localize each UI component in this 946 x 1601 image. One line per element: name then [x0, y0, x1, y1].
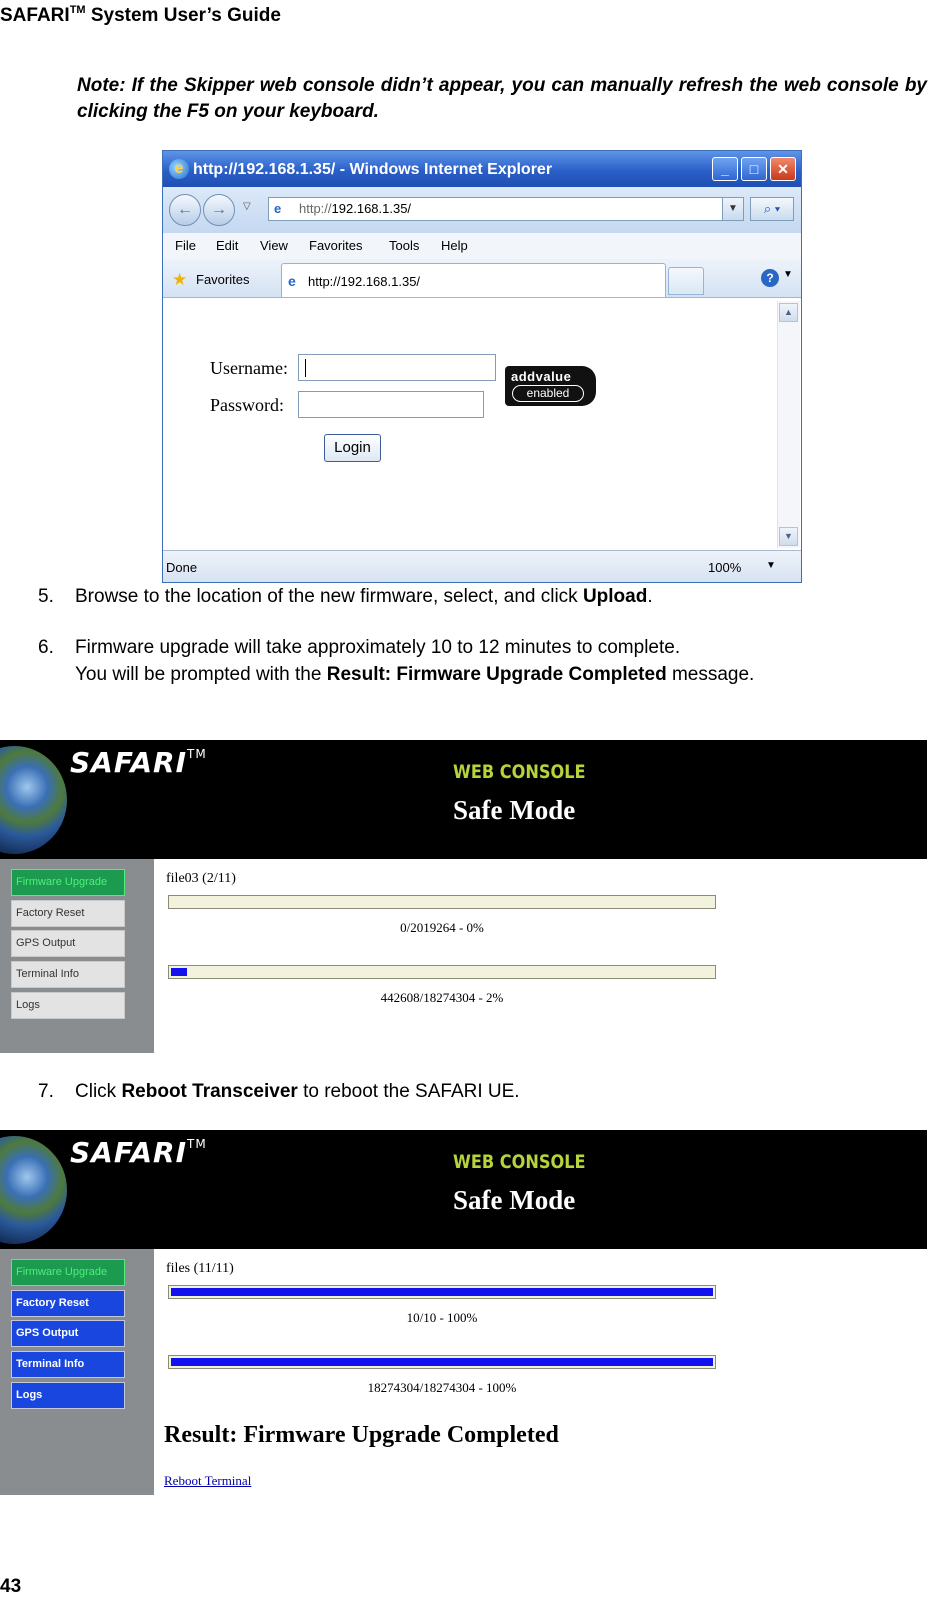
total-progress-bar — [168, 1355, 716, 1369]
safe-mode-title: Safe Mode — [453, 1185, 576, 1215]
addvalue-logo — [505, 366, 596, 406]
minimize-button[interactable]: _ — [712, 157, 738, 181]
safari-logo: SAFARI™ — [70, 1136, 207, 1169]
console-banner — [0, 1130, 927, 1249]
step-7-number: 7. — [38, 1081, 54, 1102]
back-arrow-icon[interactable]: ← — [169, 194, 201, 226]
scroll-up-icon[interactable]: ▲ — [779, 303, 798, 322]
vertical-scrollbar[interactable] — [777, 301, 800, 548]
total-progress-fill — [171, 968, 187, 976]
sidebar-item-logs[interactable]: Logs — [11, 1382, 125, 1409]
menu-edit[interactable]: Edit — [216, 238, 239, 253]
page-icon: e — [288, 273, 296, 289]
file-counter: files (11/11) — [166, 1261, 234, 1276]
window-title: http://192.168.1.35/ - Windows Internet Explorer — [193, 161, 553, 178]
forward-arrow-icon[interactable]: → — [203, 194, 235, 226]
window-title-bar — [163, 151, 801, 187]
note-text: Note: If the Skipper web console didn’t appear, you can manually refresh the web console by clicking the F5 on your keyboard. — [77, 75, 927, 122]
sidebar-item-logs[interactable]: Logs — [11, 992, 125, 1019]
sidebar-item-gps-output[interactable]: GPS Output — [11, 1320, 125, 1347]
username-label: Username: — [210, 358, 288, 378]
page-number: 43 — [0, 1576, 22, 1597]
username-input[interactable] — [298, 354, 496, 381]
total-progress-text: 18274304/18274304 - 100% — [367, 1380, 517, 1395]
favorites-bar — [163, 259, 801, 298]
scroll-down-icon[interactable]: ▼ — [779, 527, 798, 546]
total-progress-fill — [171, 1358, 713, 1366]
sidebar-item-factory-reset[interactable]: Factory Reset — [11, 900, 125, 927]
ie-logo-icon: e — [169, 159, 189, 179]
tab-label: http://192.168.1.35/ — [308, 274, 421, 289]
step-5-text: Browse to the location of the new firmware, select, and click Upload. — [75, 586, 653, 607]
web-console-title: WEB CONSOLE — [453, 761, 586, 783]
sidebar-item-terminal-info[interactable]: Terminal Info — [11, 961, 125, 988]
logo-text-top: addvalue — [511, 369, 572, 384]
safe-mode-title: Safe Mode — [453, 795, 576, 825]
new-tab-button[interactable] — [668, 267, 704, 295]
zoom-level[interactable]: 100% — [708, 560, 742, 575]
sidebar-item-firmware-upgrade[interactable]: Firmware Upgrade — [11, 869, 125, 896]
console-sidebar — [0, 1249, 154, 1495]
console-sidebar — [0, 859, 154, 1053]
file-progress-text: 0/2019264 - 0% — [400, 920, 484, 935]
console-main — [154, 859, 927, 1053]
sidebar-item-gps-output[interactable]: GPS Output — [11, 930, 125, 957]
address-dropdown-icon[interactable]: ▼ — [722, 198, 743, 220]
search-button[interactable]: ⌕ ▾ — [750, 197, 794, 221]
status-text: Done — [166, 560, 198, 575]
ie-browser-window — [162, 150, 802, 583]
password-label: Password: — [210, 395, 285, 415]
history-dropdown-icon[interactable]: ▽ — [243, 201, 251, 212]
file-counter: file03 (2/11) — [166, 871, 236, 886]
help-icon[interactable]: ? — [761, 269, 779, 287]
file-progress-fill — [171, 1288, 713, 1296]
navigation-bar — [163, 187, 801, 233]
help-dropdown-icon[interactable]: ▼ — [783, 269, 793, 280]
menu-help[interactable]: Help — [441, 238, 468, 253]
total-progress-bar — [168, 965, 716, 979]
close-button[interactable]: ✕ — [770, 157, 796, 181]
page-content — [165, 301, 777, 548]
status-bar — [163, 550, 801, 583]
logo-text-bottom: enabled — [512, 385, 584, 402]
globe-icon — [0, 1136, 67, 1244]
file-progress-text: 10/10 - 100% — [406, 1310, 478, 1325]
reboot-terminal-link[interactable]: Reboot Terminal — [164, 1473, 252, 1488]
sidebar-item-factory-reset[interactable]: Factory Reset — [11, 1290, 125, 1317]
favorites-button[interactable]: Favorites — [196, 272, 250, 287]
step-6-text: Firmware upgrade will take approximately 10 to 12 minutes to complete. You will be prompted with the Result: Firmware Upgrade Completed message. — [75, 637, 755, 685]
menu-tools[interactable]: Tools — [389, 238, 420, 253]
document-title: SAFARI™ System User’s Guide — [0, 4, 281, 26]
console-banner — [0, 740, 927, 859]
search-icon: ⌕ — [763, 201, 772, 216]
menu-view[interactable]: View — [260, 238, 288, 253]
menu-file[interactable]: File — [175, 238, 196, 253]
web-console-title: WEB CONSOLE — [453, 1151, 586, 1173]
login-button[interactable]: Login — [324, 434, 381, 462]
address-bar[interactable]: e http://192.168.1.35/ ▼ — [268, 197, 744, 221]
menu-bar — [163, 233, 801, 260]
sidebar-item-terminal-info[interactable]: Terminal Info — [11, 1351, 125, 1378]
page-icon: e — [274, 201, 282, 216]
total-progress-text: 442608/18274304 - 2% — [380, 990, 504, 1005]
step-5-number: 5. — [38, 586, 54, 607]
zoom-dropdown-icon[interactable]: ▼ — [766, 560, 776, 571]
star-icon: ★ — [172, 270, 188, 289]
maximize-button[interactable]: □ — [741, 157, 767, 181]
globe-icon — [0, 746, 67, 854]
console-main — [154, 1249, 927, 1495]
step-6-number: 6. — [38, 637, 54, 658]
safari-logo: SAFARI™ — [70, 746, 207, 779]
file-progress-bar — [168, 895, 716, 909]
sidebar-item-firmware-upgrade[interactable]: Firmware Upgrade — [11, 1259, 125, 1286]
file-progress-bar — [168, 1285, 716, 1299]
step-7-text: Click Reboot Transceiver to reboot the SAFARI UE. — [75, 1081, 520, 1102]
browser-tab[interactable] — [281, 263, 666, 297]
web-console-complete — [0, 1130, 927, 1495]
web-console-progress — [0, 740, 927, 1053]
password-input[interactable] — [298, 391, 484, 418]
menu-favorites[interactable]: Favorites — [309, 238, 363, 253]
result-message: Result: Firmware Upgrade Completed — [164, 1422, 559, 1448]
